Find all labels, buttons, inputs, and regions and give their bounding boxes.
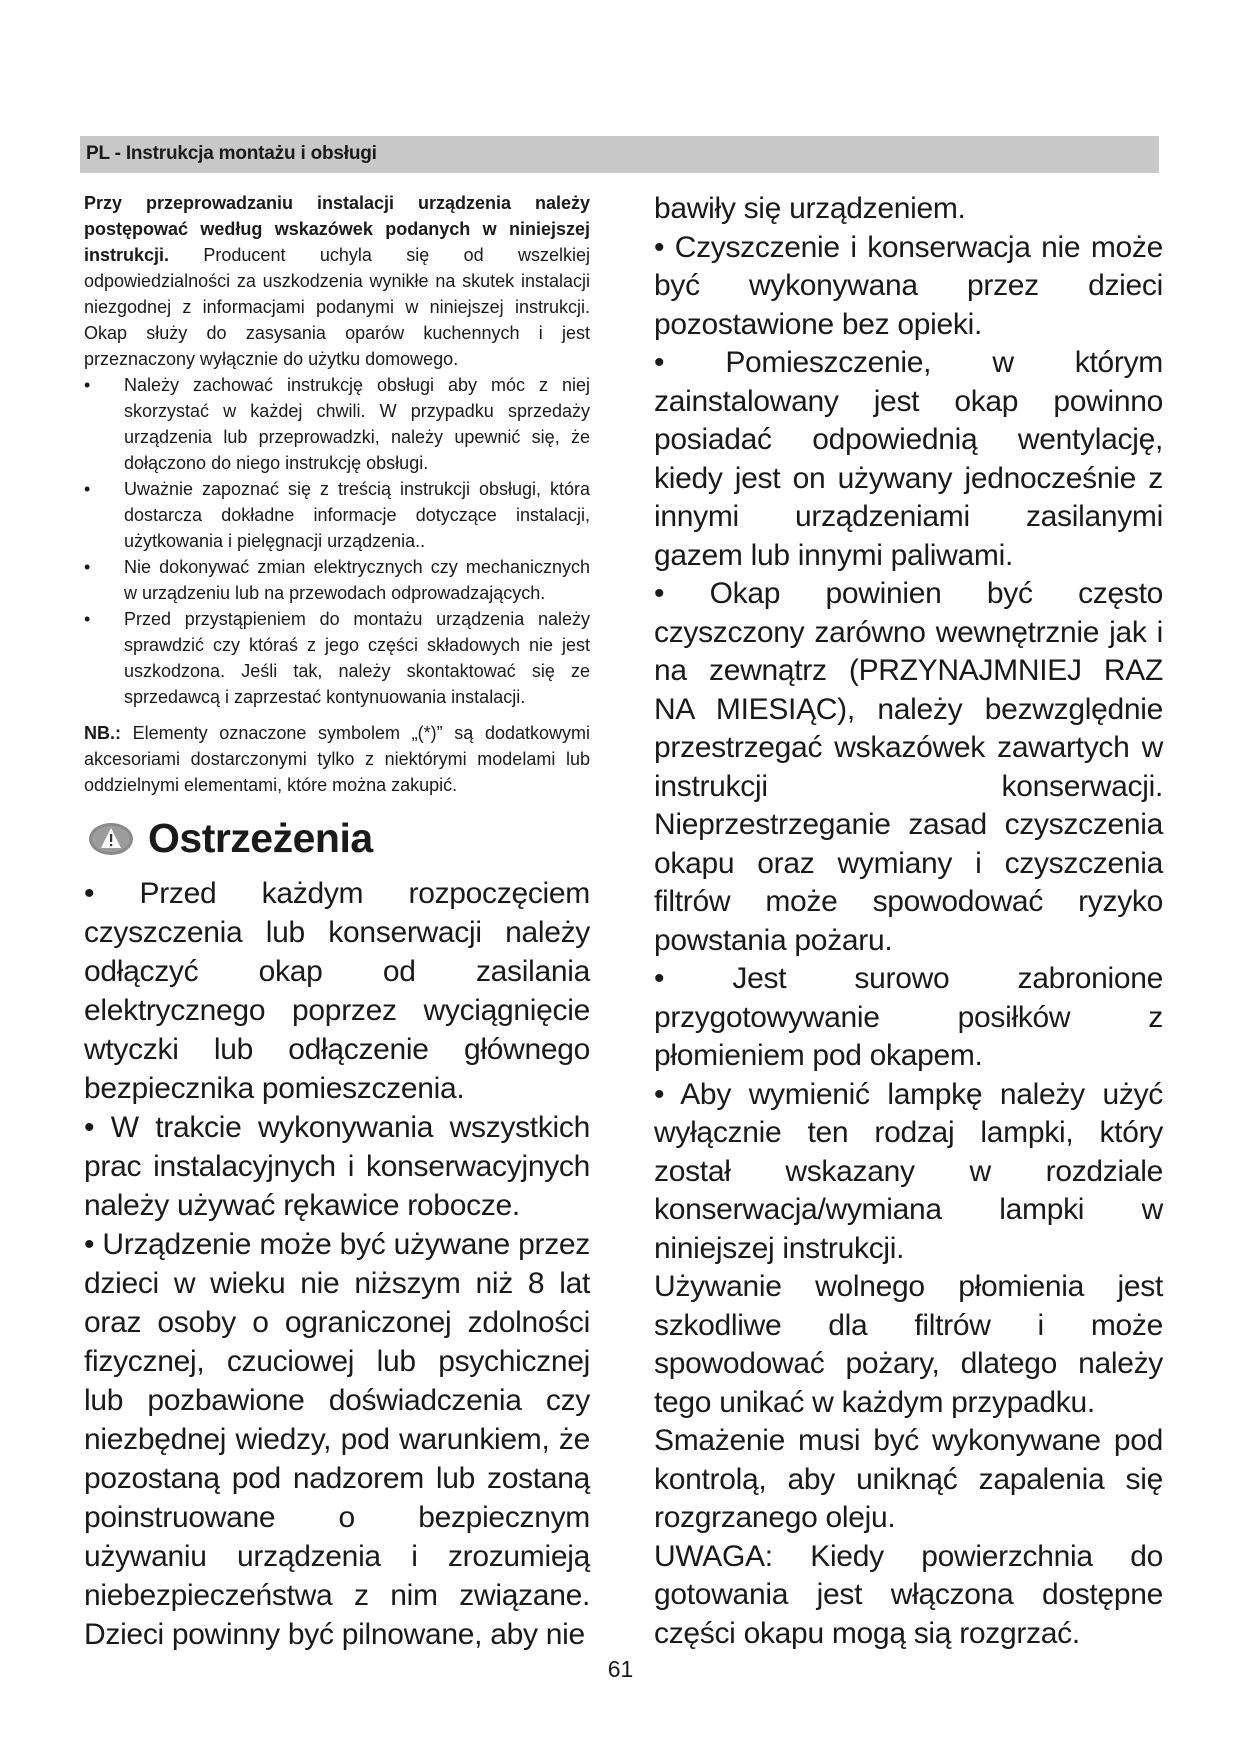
warning-icon (88, 822, 134, 856)
warning-paragraph: Smażenie musi być wykonywane pod kontrolą, aby uniknąć zapalenia się rozgrzanego oleju. (654, 1424, 1163, 1534)
warning-paragraph: • Pomieszczenie, w którym zainstalowany jest okap powinno posiadać odpowiednią wentylację, kiedy jest on używany jednocześnie z innymi urządzeniami zasilanymi gazem lub innymi paliwami. (654, 346, 1163, 572)
page-number: 61 (607, 1656, 634, 1682)
warning-paragraph: • Czyszczenie i konserwacja nie może być wykonywana przez dzieci pozostawione bez opieki. (654, 230, 1163, 341)
intro-text: Producent uchyla się od wszelkiej odpowiedzialności za uszkodzenia wynikłe na skutek instalacji niezgodnej z informacjami podanymi w niniejszej instrukcji. Okap służy do zasysania oparów kuchennych i jest przeznaczony wyłącznie do użytku domowego. (84, 245, 590, 369)
nb-text: Elementy oznaczone symbolem „(*)” są dodatkowymi akcesoriami dostarczonymi tylko z niektórymi modelami lub oddzielnymi elementami, które można zakupić. (84, 723, 590, 795)
intro-bold-text: Przy przeprowadzaniu instalacji urządzenia należy postępować według wskazówek podanych w niniejszej instrukcji. (84, 193, 590, 265)
warning-paragraph: • Przed każdym rozpoczęciem czyszczenia lub konserwacji należy odłączyć okap od zasilania elektrycznego poprzez wyciągnięcie wtyczki lub odłączenie głównego bezpiecznika pomieszczenia. (84, 877, 590, 1105)
warnings-title: Ostrzeżenia (148, 815, 373, 861)
warning-paragraph: • W trakcie wykonywania wszystkich prac instalacyjnych i konserwacyjnych należy używać rękawice robocze. (84, 1111, 590, 1222)
warning-paragraph: UWAGA: Kiedy powierzchnia do gotowania jest włączona dostępne części okapu mogą sią rozgrzać. (654, 1539, 1163, 1650)
left-column (84, 190, 590, 1654)
bullet-item: • Należy zachować instrukcję obsługi aby móc z niej skorzystać w każdej chwili. W przypadku sprzedaży urządzenia lub przeprowadzki, należy upewnić się, że dołączono do niego instrukcję obsługi. (84, 372, 590, 476)
warning-paragraph: Używanie wolnego płomienia jest szkodliwe dla filtrów i może spowodować pożary, dlatego należy tego unikać w każdym przypadku. (654, 1270, 1163, 1419)
warning-paragraph: • Aby wymienić lampkę należy użyć wyłącznie ten rodzaj lampki, który został wskazany w rozdziale konserwacja/wymiana lampki w niniejszej instrukcji. (654, 1077, 1163, 1265)
nb-label: NB.: (84, 723, 121, 743)
warnings-heading (84, 812, 590, 874)
bullet-item: • Uważnie zapoznać się z treścią instrukcji obsługi, która dostarcza dokładne informacje dotyczące instalacji, użytkowania i pielęgnacji urządzenia.. (84, 476, 590, 554)
nb-note (84, 720, 590, 798)
bullet-item: • Przed przystąpieniem do montażu urządzenia należy sprawdzić czy któraś z jego części składowych nie jest uszkodzona. Jeśli tak, należy skontaktować się ze sprzedawcą i zaprzestać kontynuowania instalacji. (84, 606, 590, 710)
warning-paragraph: • Okap powinien być często czyszczony zarówno wewnętrznie jak i na zewnątrz (PRZYNAJMNIEJ RAZ NA MIESIĄC), należy bezwzględnie przestrzegać wskazówek zawartych w instrukcji konserwacji. Nieprzestrzeganie zasad czyszczenia okapu oraz wymiany i czyszczenia filtrów może spowodować ryzyko powstania pożaru. (654, 577, 1163, 957)
right-column (654, 190, 1163, 1653)
intro-paragraph (84, 190, 590, 372)
warning-paragraph: bawiły się urządzeniem. (654, 192, 966, 225)
warning-paragraph: • Jest surowo zabronione przygotowywanie posiłków z płomieniem pod okapem. (654, 962, 1163, 1072)
section-title: PL - Instrukcja montażu i obsługi (86, 143, 377, 164)
bullet-item: • Nie dokonywać zmian elektrycznych czy mechanicznych w urządzeniu lub na przewodach odprowadzających. (84, 554, 590, 606)
warning-paragraph: • Urządzenie może być używane przez dzieci w wieku nie niższym niż 8 lat oraz osoby o ograniczonej zdolności fizycznej, czuciowej lub psychicznej lub pozbawione doświadczenia czy niezbędnej wiedzy, pod warunkiem, że pozostaną pod nadzorem lub zostaną poinstruowane o bezpiecznym używaniu urządzenia i zrozumieją niebezpieczeństwa z nim związane. Dzieci powinny być pilnowane, aby nie (84, 1228, 590, 1651)
section-header-bar (80, 136, 1159, 173)
